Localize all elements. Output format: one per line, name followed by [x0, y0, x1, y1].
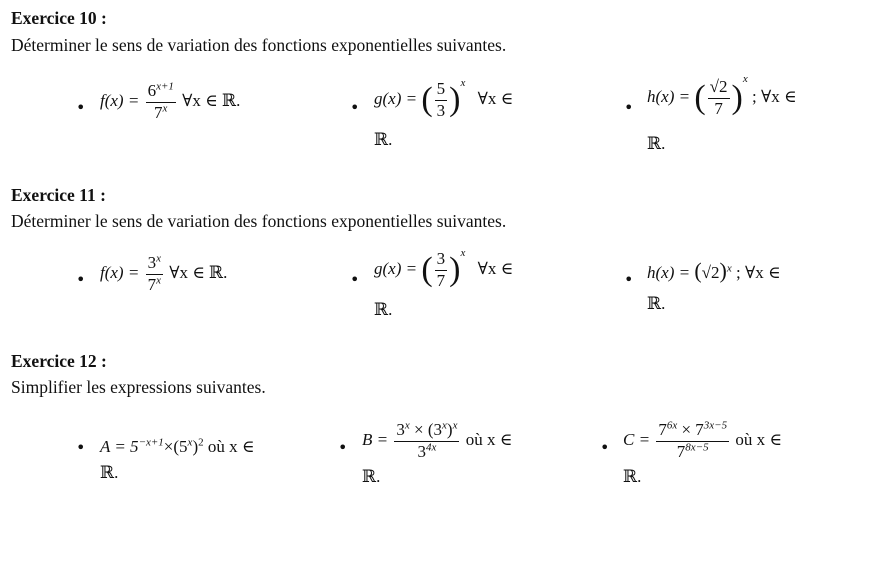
bullet: • — [76, 98, 86, 117]
ex12-B-continuation: ℝ. — [362, 467, 381, 486]
exercise-12-title: Exercice 12 : — [11, 351, 107, 371]
bullet: • — [350, 98, 360, 117]
bullet: • — [338, 438, 348, 457]
exercise-10-instruction: Déterminer le sens de variation des fonctions exponentielles suivantes. — [11, 35, 507, 55]
bullet: • — [600, 438, 610, 457]
ex11-h-expression: $h(x) = (√2)^x$ ; ∀x ∈ — [647, 258, 781, 283]
ex11-f-expression: f(x) = $\frac{3^x}{7^x}$ ∀x ∈ ℝ. — [100, 252, 228, 294]
bullet: • — [350, 270, 360, 289]
exercise-10-title: Exercice 10 : — [11, 8, 107, 28]
ex12-C-continuation: ℝ. — [623, 467, 642, 486]
exercise-11-instruction: Déterminer le sens de variation des fonctions exponentielles suivantes. — [11, 211, 507, 231]
ex12-A-continuation: ℝ. — [100, 463, 119, 482]
ex10-f-expression: f(x) = $\frac{6^{x+1}}{7^x}$ ∀x ∈ ℝ. — [100, 80, 241, 122]
bullet: • — [76, 270, 86, 289]
ex11-h-continuation: ℝ. — [647, 294, 666, 313]
ex11-g-continuation: ℝ. — [374, 300, 393, 319]
ex10-h-continuation: ℝ. — [647, 134, 666, 153]
ex10-g-expression: g(x) = ( $\frac{5}{3}$ )$^x$ ∀x ∈ — [374, 77, 514, 120]
ex12-A-expression: $A = 5^{-x+1}\times(5^x)^2$ où x ∈ — [100, 436, 255, 456]
bullet: • — [624, 270, 634, 289]
exercise-11-title: Exercice 11 : — [11, 185, 106, 205]
ex10-g-continuation: ℝ. — [374, 130, 393, 149]
ex10-h-expression: h(x) = ( $\frac{√2}{7}$ )$^x$ ; ∀x ∈ — [647, 73, 797, 118]
exercise-12-instruction: Simplifier les expressions suivantes. — [11, 377, 266, 397]
ex12-B-expression: B = $\frac{3^x \times (3^x)^x}{3^{4x}}$ où x ∈ — [362, 419, 513, 461]
ex12-C-expression: C = $\frac{7^{6x} \times 7^{3x-5}}{7^{8x-5}}$ où x ∈ — [623, 419, 782, 461]
ex11-g-expression: g(x) = ( $\frac{3}{7}$ )$^x$ ∀x ∈ — [374, 247, 514, 290]
bullet: • — [624, 98, 634, 117]
bullet: • — [76, 438, 86, 457]
